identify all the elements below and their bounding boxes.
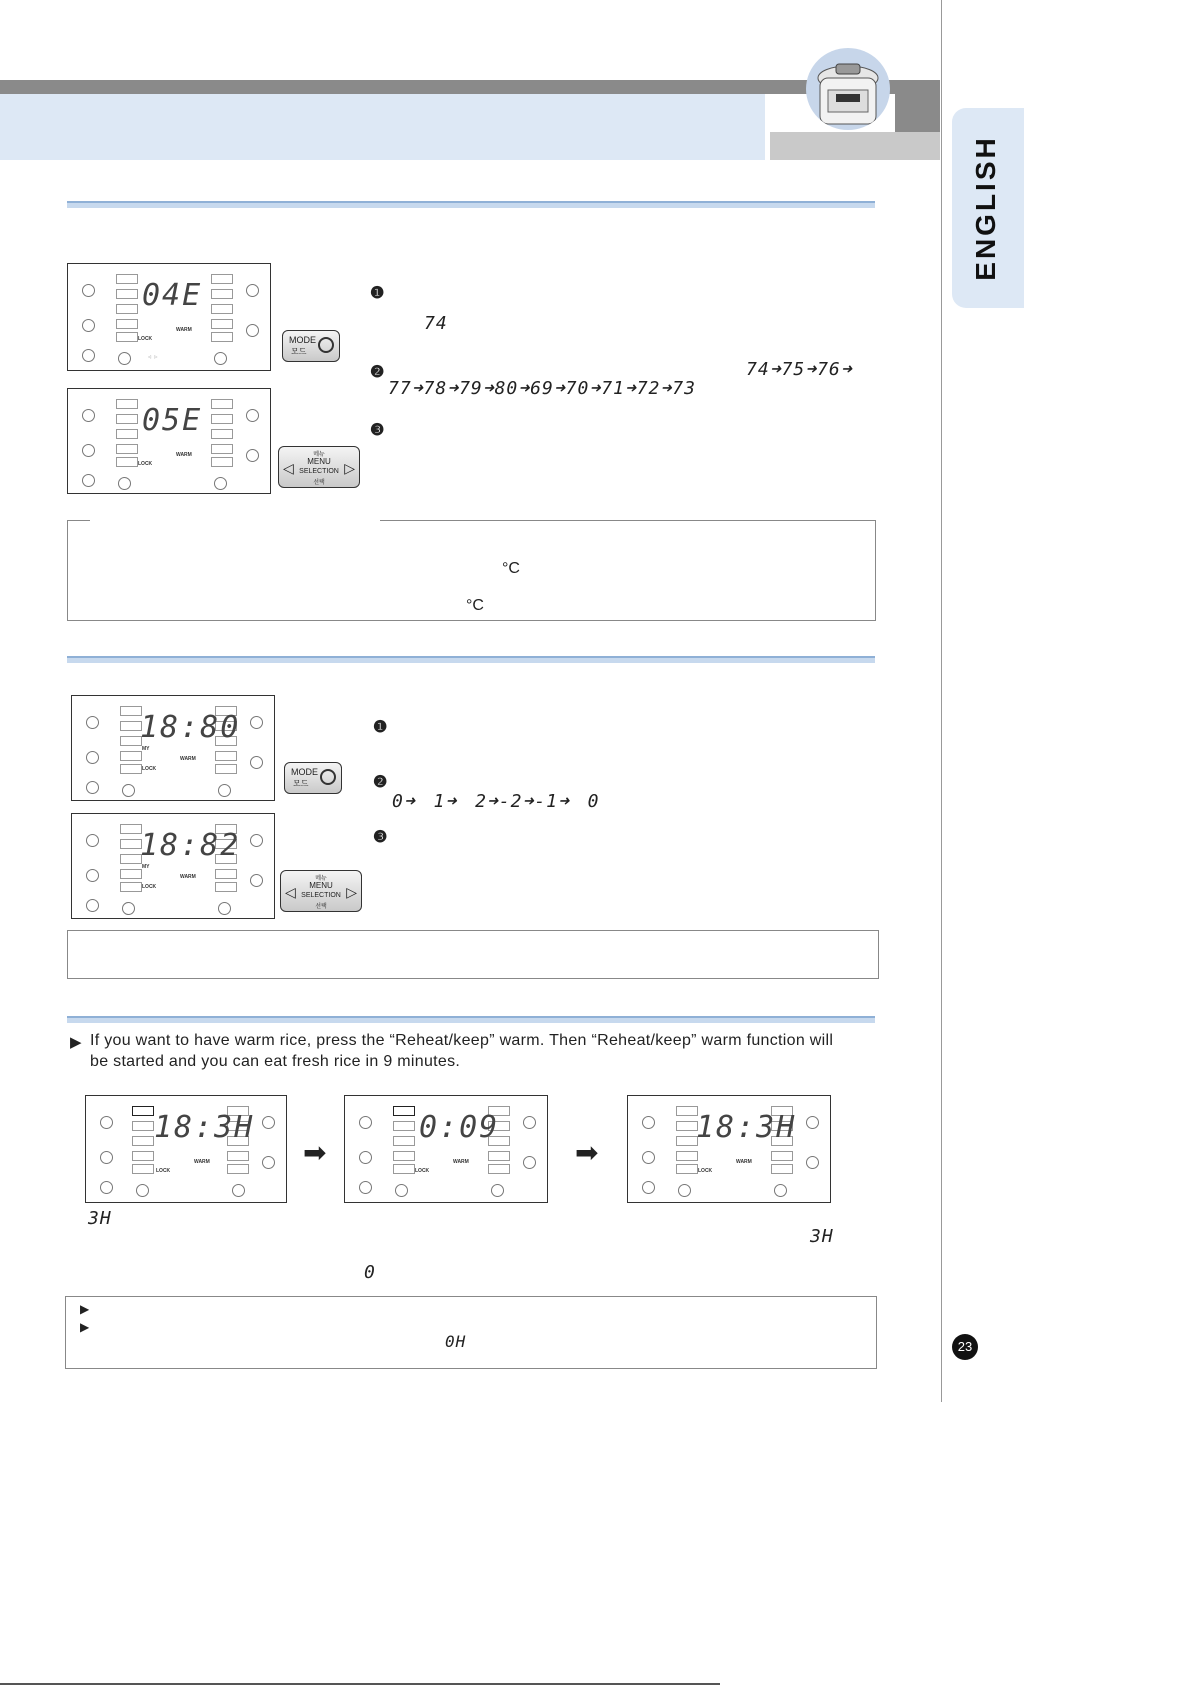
step-1-bullet: ❶ — [373, 719, 388, 736]
lcd-my-word: MY — [142, 746, 150, 752]
header-right-dark — [895, 80, 940, 132]
note-value: 0H — [445, 1332, 467, 1351]
intro-line-2: be started and you can eat fresh rice in 9 minutes. — [90, 1053, 461, 1070]
sequence-line2: 77➜78➜79➜80➜69➜70➜71➜72➜73 — [388, 378, 696, 399]
lcd-warm-word: WARM — [453, 1159, 469, 1165]
lcd-lock-word: LOCK — [415, 1168, 430, 1174]
mode-button-label: MODE — [291, 767, 318, 777]
step-2-bullet: ❷ — [373, 774, 388, 791]
lcd-warm-word: WARM — [176, 452, 192, 458]
menu-left-arrow-icon: ◁ — [283, 460, 294, 476]
lcd-warm-word: WARM — [736, 1159, 752, 1165]
lcd-panel-7-digits: 18:3H — [696, 1110, 797, 1145]
menu-sub-label: SELECTION — [299, 468, 339, 475]
caption-right-value: 3H — [810, 1226, 834, 1247]
step-1-value: 74 — [424, 313, 448, 334]
lcd-panel-2 — [67, 388, 271, 494]
mode-button-2[interactable] — [284, 762, 342, 794]
page-divider — [941, 0, 942, 1402]
menu-top-label: 메뉴 — [315, 876, 327, 882]
language-tab-label: ENGLISH — [970, 135, 1001, 281]
mode-button[interactable] — [282, 330, 340, 362]
lcd-panel-1-digits: 04E — [142, 278, 203, 313]
menu-right-arrow-icon: ▷ — [346, 884, 357, 900]
mode-rotate-icon — [318, 337, 334, 353]
note-unit-2: °C — [466, 597, 484, 614]
lcd-panel-6-digits: 0:09 — [419, 1110, 500, 1145]
menu-label: MENU — [307, 457, 331, 466]
section3-rule — [67, 1016, 875, 1023]
menu-left-arrow-icon: ◁ — [285, 884, 296, 900]
lcd-panel-5 — [85, 1095, 287, 1203]
header-dark-bar — [0, 80, 940, 94]
menu-sub2-label: 선택 — [313, 480, 325, 486]
lcd-panel-2-digits: 05E — [142, 403, 203, 438]
lcd-panel-1: 04E LOCK WARM ◁ ▷ — [67, 263, 271, 371]
header-light-band — [0, 94, 765, 160]
note-bullet-icon-2: ▶ — [80, 1320, 90, 1334]
lcd-warm-word: WARM — [180, 874, 196, 880]
lcd-lock-word: LOCK — [138, 336, 153, 342]
note-bullet-icon-1: ▶ — [80, 1302, 90, 1316]
lcd-lock-word: LOCK — [142, 884, 157, 890]
mode-button-sub: 모드 — [293, 779, 309, 788]
lcd-warm-word: WARM — [180, 756, 196, 762]
lcd-panel-5-digits: 18:3H — [154, 1110, 255, 1145]
lcd-panel-3 — [71, 695, 275, 801]
mode-button-label: MODE — [289, 335, 316, 345]
note-unit-1: °C — [502, 560, 520, 577]
lcd-warm-word: WARM — [194, 1159, 210, 1165]
menu-right-arrow-icon: ▷ — [344, 460, 355, 476]
step-2-bullet: ❷ — [370, 364, 385, 381]
lcd-lock-word: LOCK — [156, 1168, 171, 1174]
section3-note-box — [65, 1296, 877, 1369]
caption-zero-value: 0 — [364, 1262, 376, 1283]
lcd-panel-3-digits: 18:80 — [140, 710, 241, 745]
step-1-bullet: ❶ — [370, 285, 385, 302]
step-3-bullet: ❸ — [370, 422, 385, 439]
menu-top-label: 메뉴 — [313, 452, 325, 458]
lcd-panel-6 — [344, 1095, 548, 1203]
mode-rotate-icon — [320, 769, 336, 785]
lcd-lock-word: LOCK — [698, 1168, 713, 1174]
intro-line-1: If you want to have warm rice, press the “Reheat/keep” warm. Then “Reheat/keep” warm function will — [90, 1032, 834, 1049]
sequence-line1: 74➜75➜76➜ — [746, 359, 853, 380]
lcd-lock-word: LOCK — [138, 461, 153, 467]
intro-bullet-icon: ▶ — [70, 1034, 82, 1051]
menu-sub2-label: 선택 — [315, 904, 327, 910]
menu-sub-label: SELECTION — [301, 892, 341, 899]
lcd-panel-4 — [71, 813, 275, 919]
menu-selection-button-2[interactable] — [280, 870, 362, 912]
arrow-right-icon-2: ➡ — [575, 1137, 599, 1168]
offset-sequence: 0➜ 1➜ 2➜-2➜-1➜ 0 — [392, 791, 600, 812]
lcd-panel-4-digits: 18:82 — [140, 828, 241, 863]
section2-note-box — [67, 930, 879, 979]
page-number-badge: 23 — [952, 1334, 978, 1360]
mode-button-sub: 모드 — [291, 347, 307, 356]
lcd-lock-word: LOCK — [142, 766, 157, 772]
caption-left-value: 3H — [88, 1208, 112, 1229]
note-title-gap — [90, 516, 380, 524]
menu-selection-button[interactable] — [278, 446, 360, 488]
step-3-bullet: ❸ — [373, 829, 388, 846]
lcd-my-word: MY — [142, 864, 150, 870]
rice-cooker-image — [806, 48, 890, 130]
section1-rule — [67, 201, 875, 208]
arrow-right-icon-1: ➡ — [303, 1137, 327, 1168]
lcd-warm-word: WARM — [176, 327, 192, 333]
menu-label: MENU — [309, 881, 333, 890]
section2-rule — [67, 656, 875, 663]
lcd-panel-7 — [627, 1095, 831, 1203]
